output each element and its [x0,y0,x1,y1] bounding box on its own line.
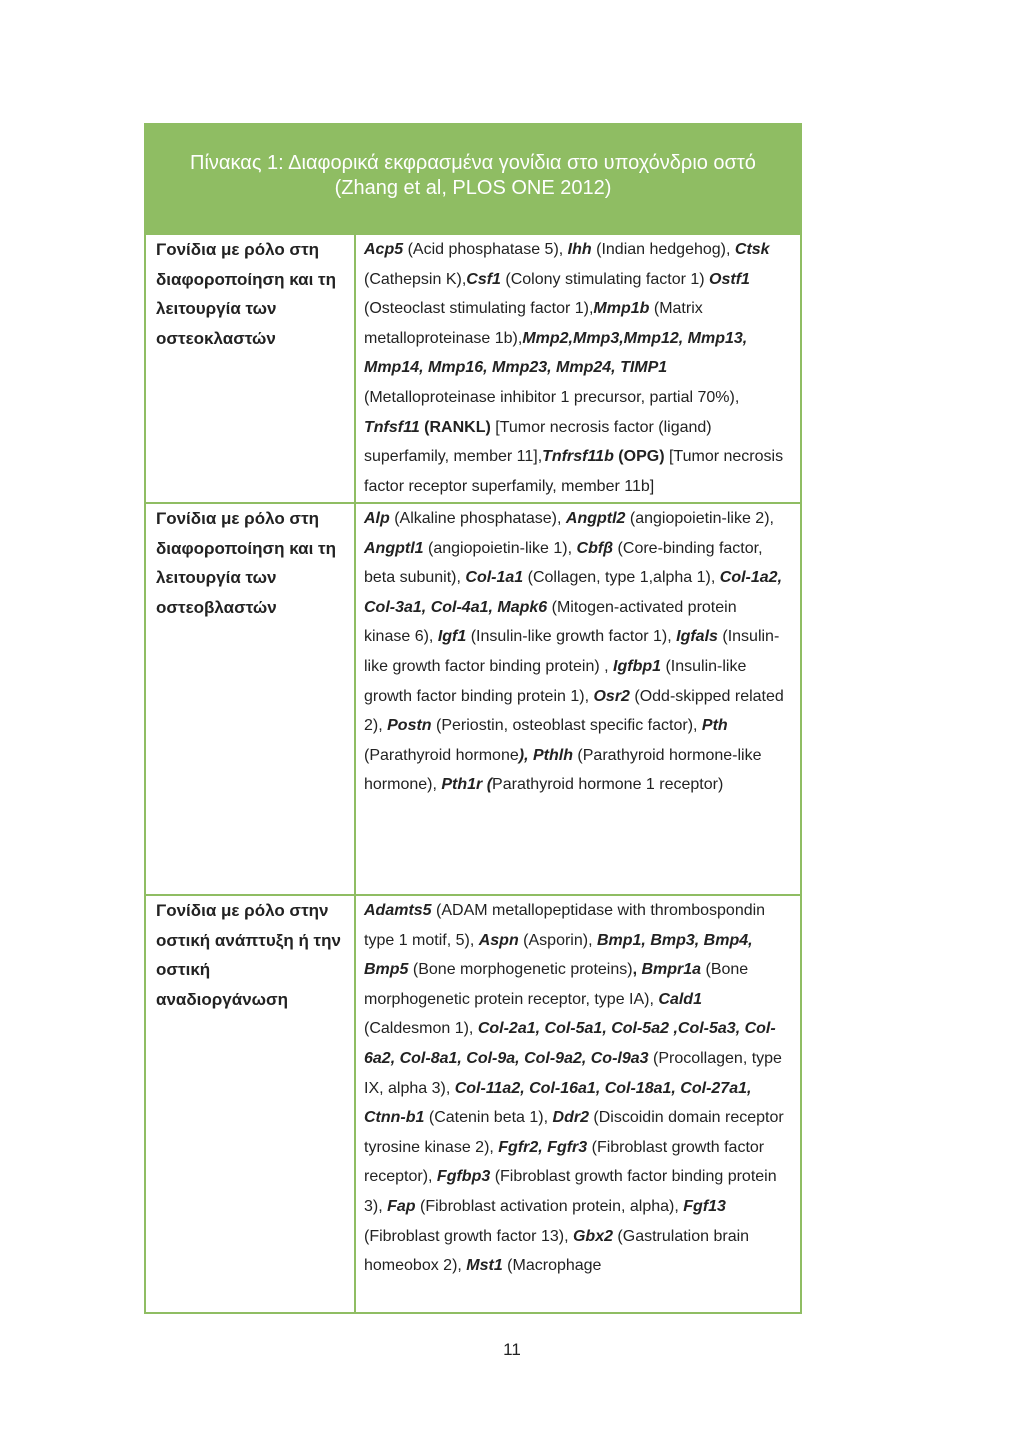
gene-name: Cald1 [658,990,702,1008]
gene-description: (Insulin-like growth factor binding protein 1), [364,657,747,705]
gene-description: (Acid phosphatase 5), [403,241,568,258]
category-cell: Γονίδια με ρόλο στην οστική ανάπτυξη ή την οστική αναδιοργάνωση [156,901,341,1009]
gene-name: Col-11a2, Col-16a1, Col-18a1, Col-27a1, Ctnn-b1 [364,1079,752,1127]
gene-table [144,123,802,1314]
gene-description: (Gastrulation brain homeobox 2), [364,1227,750,1275]
gene-name: Acp5 [364,241,404,258]
gene-description: (ADAM metallopeptidase with thrombospondin type 1 motif, 5), [364,902,766,949]
gene-description: (Osteoclast stimulating factor 1), [364,300,594,318]
gene-description: (Caldesmon 1), [364,1020,478,1038]
separator-bold: , [632,961,642,979]
gene-description: (Fibroblast activation protein, alpha), [415,1197,684,1215]
category-cell: Γονίδια με ρόλο στη διαφοροποίηση και τη λειτουργία των οστεοκλαστών [156,240,337,348]
gene-description: (Catenin beta 1), [424,1109,553,1127]
gene-description: (Periostin, osteoblast specific factor), [431,717,702,735]
gene-name: Tnfsf11 [364,418,420,436]
gene-name: Igfbp1 [613,657,662,675]
gene-name: Fgf13 [683,1197,726,1215]
gene-name: Igfals [676,628,718,646]
gene-name: Col-2a1, Col-5a1, Col-5a2 ,Col-5a3, Col-6a2, Col-8a1, Col-9a, Col-9a2, Co-l9a3 [364,1020,776,1067]
gene-description: (Fibroblast growth factor binding protein 3), [364,1168,777,1215]
gene-name: Aspn [478,931,519,949]
gene-name: Postn [387,717,432,735]
gene-description: Parathyroid hormone 1 receptor) [492,776,724,794]
gene-name: ), Pthlh [518,746,573,764]
gene-name: Adamts5 [364,902,432,919]
gene-description: (Indian hedgehog), [591,241,735,258]
gene-description: (Insulin-like growth factor 1), [466,628,677,646]
gene-description: (Alkaline phosphatase), [389,510,566,527]
gene-name: Gbx2 [572,1227,613,1245]
gene-name: Mmp1b [593,300,650,318]
genes-cell [354,235,794,502]
gene-description: (Fibroblast growth factor receptor), [364,1138,765,1186]
gene-name: Fgfr2, Fgfr3 [498,1138,588,1156]
gene-name: Cbfβ [576,539,614,557]
table-title-line2: (Zhang et al, PLOS ONE 2012) [334,177,612,199]
gene-description: (Bone morphogenetic proteins) [408,961,633,979]
gene-name: Angptl1 [364,539,424,557]
gene-name: Ctsk [734,241,770,258]
table-row [146,502,800,894]
gene-name: Col-1a2, Col-3a1, Col-4a1, Mapk6 [364,569,783,616]
gene-description: (Parathyroid hormone [364,746,519,764]
gene-name: Col-1a1 [465,569,524,587]
gene-description: (Macrophage [502,1257,602,1275]
gene-description: (Metalloproteinase inhibitor 1 precursor, partial 70%), [364,388,740,406]
gene-alias: (OPG) [613,448,665,466]
gene-name: Ihh [567,241,592,258]
gene-name: Bmp1, Bmp3, Bmp4, Bmp5 [364,931,753,979]
table-title-line1: Πίνακας 1: Διαφορικά εκφρασμένα γονίδια στο υποχόνδριο οστό [190,152,756,174]
gene-name: Bmpr1a [641,961,702,979]
gene-name: Osr2 [593,687,630,705]
gene-name: Fgfbp3 [436,1168,491,1186]
gene-name: Pth [701,717,728,735]
gene-description: (angiopoietin-like 2), [625,510,774,527]
table-row [146,894,800,1312]
table-header [146,125,800,235]
gene-name: Mmp2,Mmp3,Mmp12, Mmp13, Mmp14, Mmp16, Mmp23, Mmp24, TIMP1 [364,329,748,377]
gene-name: Tnfrsf11b [542,448,614,466]
page-number: 11 [503,1340,521,1359]
gene-description: (Asporin), [518,931,597,949]
gene-alias: (RANKL) [419,418,491,436]
genes-cell [354,896,794,1312]
gene-description: (Procollagen, type IX, alpha 3), [364,1049,782,1097]
gene-description: (Cathepsin K), [364,270,467,288]
gene-description: [Tumor necrosis factor (ligand) superfamily, member 11], [364,418,712,466]
gene-description: (Odd-skipped related 2), [364,687,784,735]
gene-name: Ddr2 [552,1109,589,1127]
genes-cell [354,504,794,894]
gene-name: Igf1 [437,628,467,646]
gene-description: (Bone morphogenetic protein receptor, type IA), [364,961,749,1008]
gene-description: (Matrix metalloproteinase 1b), [364,300,703,347]
gene-name: Pth1r ( [441,776,493,794]
gene-name: Alp [364,510,390,527]
gene-description: (Insulin-like growth factor binding protein) , [364,628,780,675]
gene-name: Fap [387,1197,416,1215]
gene-name: Csf1 [466,270,501,288]
gene-name: Mst1 [466,1257,503,1275]
gene-description: (Mitogen-activated protein kinase 6), [364,598,737,646]
gene-description: (Fibroblast growth factor 13), [364,1227,573,1245]
category-cell: Γονίδια με ρόλο στη διαφοροποίηση και τη λειτουργία των οστεοβλαστών [156,509,337,617]
gene-description: [Tumor necrosis factor receptor superfamily, member 11b] [364,448,784,495]
gene-description: (angiopoietin-like 1), [423,539,577,557]
gene-description: (Discoidin domain receptor tyrosine kinase 2), [364,1109,784,1156]
gene-description: (Collagen, type 1,alpha 1), [523,569,720,587]
gene-name: Angptl2 [565,510,626,527]
table-row [146,235,800,502]
gene-description: (Parathyroid hormone-like hormone), [364,746,762,794]
gene-description: (Colony stimulating factor 1) [500,270,710,288]
gene-description: (Core-binding factor, beta subunit), [364,539,763,587]
gene-name: Ostf1 [709,270,750,288]
